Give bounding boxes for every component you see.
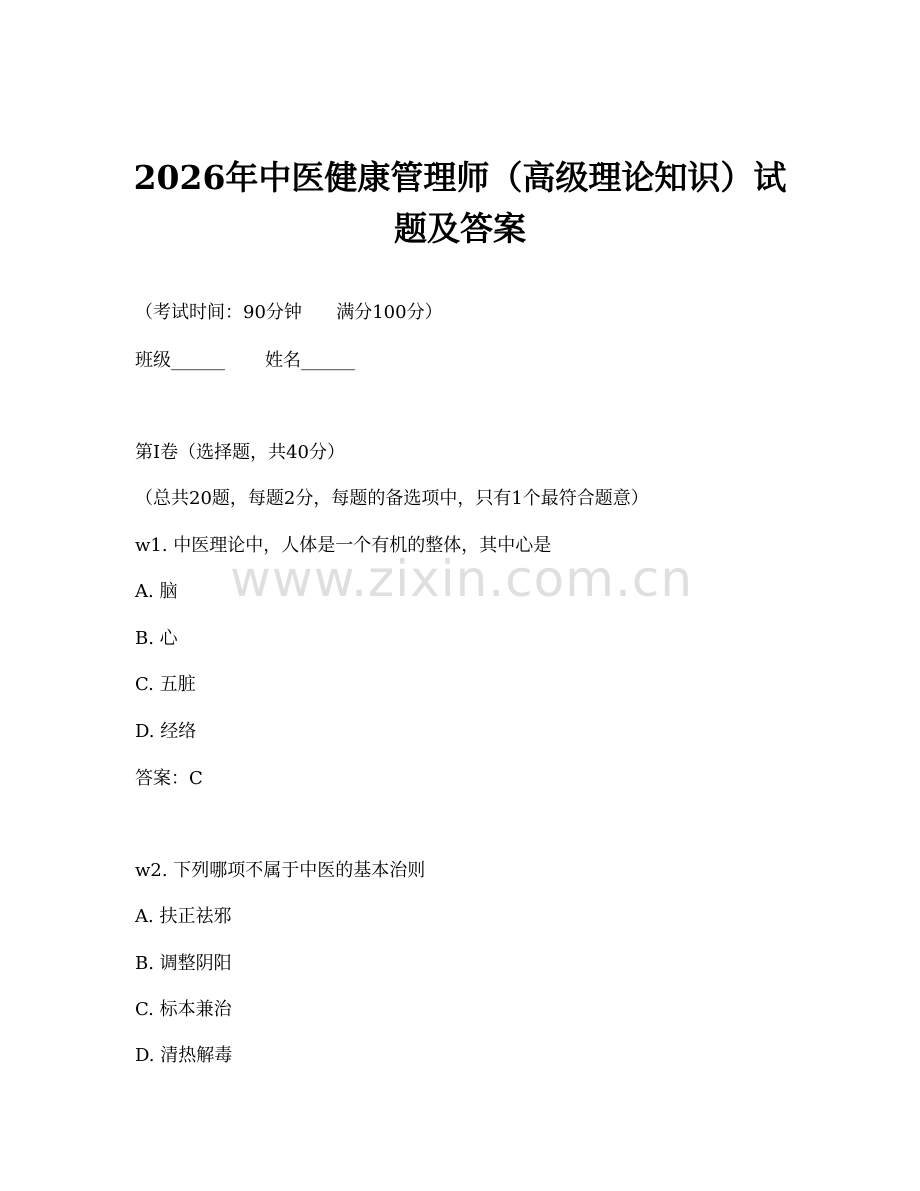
question-2-stem: w2. 下列哪项不属于中医的基本治则 (135, 860, 426, 881)
question-2-option-a: A. 扶正祛邪 (135, 906, 232, 927)
question-2-option-b: B. 调整阴阳 (135, 953, 232, 974)
section-title: 第I卷（选择题，共40分） (135, 442, 346, 463)
question-1-option-d: D. 经络 (135, 721, 197, 742)
document-title-line-2: 题及答案 (394, 209, 526, 248)
question-1-option-a: A. 脑 (135, 581, 178, 602)
watermark: www.zixin.com.cn (230, 550, 694, 608)
question-2-option-c: C. 标本兼治 (135, 999, 232, 1020)
question-1-option-b: B. 心 (135, 628, 178, 649)
section-note: （总共20题，每题2分，每题的备选项中，只有1个最符合题意） (135, 488, 649, 509)
question-2-option-d: D. 清热解毒 (135, 1045, 233, 1066)
exam-info: （考试时间：90分钟 满分100分） (135, 302, 443, 323)
class-name-line: 班级______ 姓名______ (135, 350, 356, 371)
document-title-line-1: 2026年中医健康管理师（高级理论知识）试 (133, 158, 787, 197)
question-1-stem: w1. 中医理论中，人体是一个有机的整体，其中心是 (135, 535, 552, 556)
question-1-option-c: C. 五脏 (135, 674, 196, 695)
question-1-answer: 答案：C (135, 768, 203, 789)
